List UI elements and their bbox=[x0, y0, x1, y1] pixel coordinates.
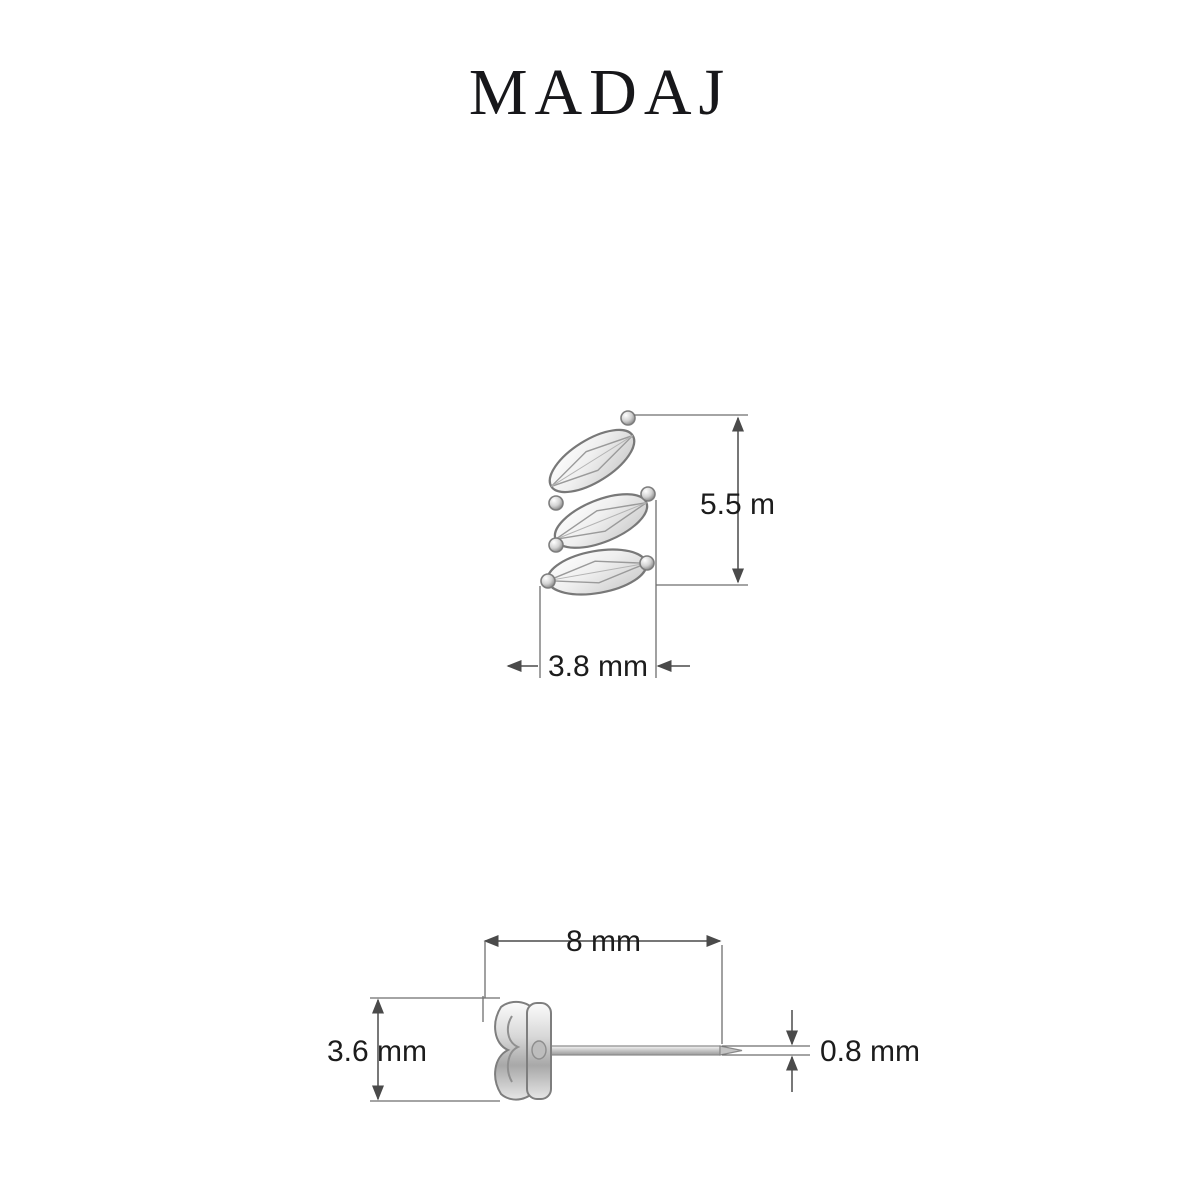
prong-bead-bot-b bbox=[541, 574, 555, 588]
prong-bead-mid-b bbox=[549, 538, 563, 552]
marquise-stone-middle bbox=[548, 483, 655, 559]
clutch-hole bbox=[532, 1041, 546, 1059]
brand-title: MADAJ bbox=[468, 56, 732, 129]
earring-post bbox=[545, 1046, 720, 1055]
dim-label-post-thickness: 0.8 mm bbox=[820, 1035, 921, 1068]
earring-side-view bbox=[370, 941, 810, 1101]
marquise-stone-top bbox=[540, 418, 644, 504]
dim-label-height: 5.5 m bbox=[700, 488, 776, 521]
prong-bead-mid-a bbox=[641, 487, 655, 501]
dim-label-back-height: 3.6 mm bbox=[327, 1035, 428, 1068]
dim-label-post-length: 8 mm bbox=[566, 925, 641, 958]
dim-label-width: 3.8 mm bbox=[548, 650, 649, 683]
butterfly-back bbox=[495, 1002, 551, 1100]
earring-front-view bbox=[508, 411, 748, 678]
prong-bead-top-a bbox=[621, 411, 635, 425]
prong-bead-bot-a bbox=[640, 556, 654, 570]
prong-bead-top-b bbox=[549, 496, 563, 510]
post-tip bbox=[720, 1046, 742, 1055]
